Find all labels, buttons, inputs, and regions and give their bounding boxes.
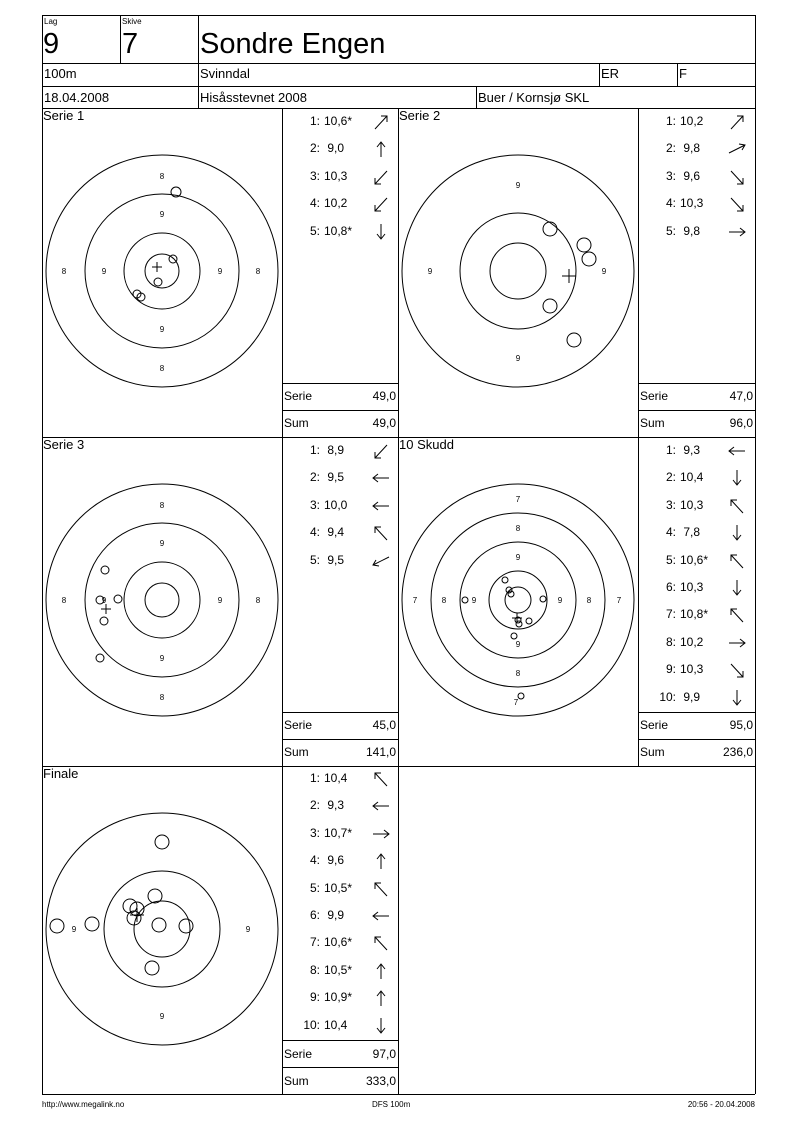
- ring-number: 9: [515, 354, 521, 363]
- shot-hole: [154, 278, 162, 286]
- sum-label: Sum: [284, 745, 309, 759]
- shot-hole: [567, 333, 581, 347]
- shot-hole: [155, 835, 169, 849]
- shot-row: [282, 521, 398, 543]
- panel-title-serie-3: Serie 3: [43, 437, 85, 452]
- sum-value: 141,0: [365, 745, 396, 759]
- distance: 100m: [44, 66, 77, 81]
- shot-row: [282, 110, 398, 132]
- shot-value: 9,9: [324, 908, 345, 922]
- shot-hole: [101, 566, 109, 574]
- shot-value: 7,8: [680, 525, 701, 540]
- target-serie-1: [42, 150, 282, 390]
- target-ring: [46, 155, 278, 387]
- target-ring: [46, 484, 278, 716]
- shot-value: 9,0: [324, 141, 345, 156]
- ring-number: 8: [441, 596, 447, 605]
- shot-hole: [543, 222, 557, 236]
- footer-timestamp: 20:56 - 20.04.2008: [687, 1100, 755, 1109]
- shot-number: 4:: [665, 525, 676, 540]
- direction-arrow-icon: [728, 139, 746, 159]
- header-divider: [677, 63, 678, 86]
- class-1: ER: [601, 66, 620, 81]
- ring-number: 8: [61, 596, 67, 605]
- shot-value: 10,6*: [324, 935, 353, 950]
- shot-value: 10,7*: [324, 825, 353, 840]
- shot-row: [638, 521, 755, 543]
- panel-title-finale: Finale: [43, 766, 79, 781]
- shot-hole: [96, 654, 104, 662]
- shot-number: 4:: [309, 525, 320, 540]
- direction-arrow-icon: [728, 222, 746, 242]
- shot-row: [638, 192, 755, 214]
- shot-hole: [511, 633, 517, 639]
- shot-value: 9,3: [324, 798, 345, 813]
- ring-number: 8: [515, 669, 521, 678]
- shot-number: 6:: [309, 908, 320, 922]
- direction-arrow-icon: [372, 824, 390, 844]
- shot-hole: [127, 911, 141, 925]
- shot-hole: [152, 918, 166, 932]
- panel-title-serie-2: Serie 2: [399, 108, 441, 123]
- skive-value: 7: [122, 28, 139, 60]
- shot-number: 2:: [665, 470, 676, 485]
- shot-row: [638, 603, 755, 625]
- direction-arrow-icon: [372, 961, 390, 981]
- shot-number: 5:: [309, 880, 320, 895]
- shot-row: [638, 686, 755, 708]
- ring-number: 9: [471, 596, 477, 605]
- shot-value: 10,5*: [324, 962, 353, 977]
- shot-value: 9,3: [680, 443, 701, 457]
- shot-value: 9,9: [680, 689, 701, 704]
- target-ring: [46, 813, 278, 1045]
- header-divider: [42, 63, 755, 64]
- shot-value: 10,2: [324, 196, 348, 211]
- ring-number: 9: [159, 210, 165, 219]
- shot-hole: [100, 617, 108, 625]
- shot-value: 10,0: [324, 497, 348, 512]
- shot-value: 10,3: [680, 662, 704, 677]
- sum-value: 96,0: [729, 416, 753, 430]
- ring-number: 9: [101, 596, 107, 605]
- direction-arrow-icon: [372, 769, 390, 789]
- header-divider: [42, 86, 755, 87]
- shot-value: 9,6: [324, 853, 345, 868]
- shot-number: 5:: [665, 552, 676, 567]
- ring-number: 9: [101, 267, 107, 276]
- sum-label: Sum: [640, 745, 665, 759]
- target-ring: [460, 213, 576, 329]
- shot-number: 4:: [309, 196, 320, 211]
- direction-arrow-icon: [728, 167, 746, 187]
- shot-number: 3:: [309, 168, 320, 183]
- target-ring: [402, 484, 634, 716]
- table-line: [282, 712, 398, 713]
- shot-value: 10,3: [680, 196, 704, 211]
- shot-row: [282, 849, 398, 871]
- shot-hole: [179, 919, 193, 933]
- ring-number: 8: [255, 596, 261, 605]
- shot-number: 2:: [309, 141, 320, 156]
- ring-number: 9: [245, 925, 251, 934]
- shot-row: [638, 220, 755, 242]
- shot-row: [282, 904, 398, 926]
- shot-value: 9,4: [324, 525, 345, 540]
- shot-number: 3:: [309, 825, 320, 840]
- shot-row: [282, 466, 398, 488]
- direction-arrow-icon: [728, 496, 746, 516]
- shot-value: 10,5*: [324, 880, 353, 895]
- shot-value: 10,6*: [324, 114, 353, 128]
- shot-row: [282, 822, 398, 844]
- table-line: [638, 739, 755, 740]
- target-finale: [42, 808, 282, 1048]
- shot-hole: [114, 595, 122, 603]
- direction-arrow-icon: [372, 523, 390, 543]
- table-line: [282, 383, 398, 384]
- skive-label: Skive: [122, 17, 142, 26]
- ring-number: 9: [71, 925, 77, 934]
- shot-row: [282, 959, 398, 981]
- serie-value: 47,0: [729, 389, 753, 403]
- target-10-skudd: [398, 479, 638, 719]
- shot-value: 9,6: [680, 168, 701, 183]
- shot-number: 4:: [665, 196, 676, 211]
- header-divider: [476, 86, 477, 108]
- shot-number: 5:: [309, 552, 320, 567]
- shot-number: 3:: [309, 497, 320, 512]
- serie-label: Serie: [640, 389, 669, 403]
- shot-number: 1:: [309, 114, 320, 128]
- group-center-mark: [152, 262, 162, 272]
- shot-number: 5:: [665, 223, 676, 238]
- shot-hole: [462, 597, 468, 603]
- shot-value: 10,8*: [324, 223, 353, 238]
- shot-value: 10,9*: [324, 990, 353, 1005]
- shot-row: [638, 494, 755, 516]
- shot-number: 9:: [309, 990, 320, 1005]
- direction-arrow-icon: [372, 468, 390, 488]
- shot-number: 3:: [665, 497, 676, 512]
- frame-bottom: [42, 1094, 755, 1095]
- direction-arrow-icon: [372, 167, 390, 187]
- ring-number: 9: [159, 1012, 165, 1021]
- shot-hole: [577, 238, 591, 252]
- date: 18.04.2008: [44, 90, 110, 105]
- target-ring: [104, 871, 220, 987]
- shot-value: 10,2: [680, 634, 704, 649]
- shot-hole: [502, 577, 508, 583]
- shot-value: 10,4: [680, 470, 704, 485]
- ring-number: 9: [217, 267, 223, 276]
- shot-number: 1:: [309, 443, 320, 457]
- direction-arrow-icon: [372, 851, 390, 871]
- shot-hole: [50, 919, 64, 933]
- table-line: [282, 739, 398, 740]
- shot-row: [638, 658, 755, 680]
- sum-label: Sum: [284, 416, 309, 430]
- direction-arrow-icon: [372, 906, 390, 926]
- shot-row: [282, 986, 398, 1008]
- shot-row: [282, 439, 398, 461]
- header-divider: [599, 63, 600, 86]
- ring-number: 8: [159, 172, 165, 181]
- table-line: [282, 1040, 398, 1041]
- ring-number: 7: [515, 495, 521, 504]
- panel-title-serie-1: Serie 1: [43, 108, 85, 123]
- frame-top: [42, 15, 755, 16]
- sum-label: Sum: [284, 1074, 309, 1088]
- shot-number: 8:: [665, 634, 676, 649]
- shot-value: 10,3: [680, 497, 704, 512]
- serie-label: Serie: [640, 718, 669, 732]
- direction-arrow-icon: [728, 194, 746, 214]
- shot-row: [282, 192, 398, 214]
- shot-value: 10,6*: [680, 552, 709, 567]
- direction-arrow-icon: [728, 688, 746, 708]
- shot-value: 9,8: [680, 223, 701, 238]
- direction-arrow-icon: [728, 633, 746, 653]
- shot-value: 9,5: [324, 552, 345, 567]
- shot-row: [638, 576, 755, 598]
- ring-number: 9: [217, 596, 223, 605]
- direction-arrow-icon: [728, 468, 746, 488]
- shot-value: 8,9: [324, 443, 345, 457]
- range-name: Buer / Kornsjø SKL: [478, 90, 590, 105]
- shot-number: 9:: [665, 662, 676, 677]
- direction-arrow-icon: [728, 523, 746, 543]
- direction-arrow-icon: [728, 112, 746, 132]
- footer-url[interactable]: http://www.megalink.no: [42, 1100, 125, 1109]
- shot-number: 5:: [309, 223, 320, 238]
- ring-number: 8: [586, 596, 592, 605]
- table-line: [638, 712, 755, 713]
- sum-value: 49,0: [372, 416, 396, 430]
- serie-value: 95,0: [729, 718, 753, 732]
- ring-number: 9: [159, 325, 165, 334]
- shot-value: 9,8: [680, 141, 701, 156]
- ring-number: 9: [557, 596, 563, 605]
- sum-value: 333,0: [365, 1074, 396, 1088]
- ring-number: 9: [515, 181, 521, 190]
- shot-row: [638, 110, 755, 132]
- serie-value: 97,0: [372, 1047, 396, 1061]
- direction-arrow-icon: [728, 660, 746, 680]
- shot-value: 10,4: [324, 771, 348, 785]
- shot-hole: [85, 917, 99, 931]
- shot-row: [282, 549, 398, 571]
- target-serie-2: [398, 150, 638, 390]
- direction-arrow-icon: [372, 139, 390, 159]
- shot-number: 7:: [665, 607, 676, 622]
- direction-arrow-icon: [372, 194, 390, 214]
- shot-row: [282, 794, 398, 816]
- target-ring: [145, 583, 179, 617]
- ring-number: 9: [601, 267, 607, 276]
- shot-value: 10,2: [680, 114, 704, 128]
- serie-label: Serie: [284, 1047, 313, 1061]
- ring-number: 8: [515, 524, 521, 533]
- table-line: [638, 383, 755, 384]
- ring-number: 7: [412, 596, 418, 605]
- shot-hole: [518, 693, 524, 699]
- lag-label: Lag: [44, 17, 58, 26]
- direction-arrow-icon: [372, 933, 390, 953]
- ring-number: 8: [159, 693, 165, 702]
- ring-number: 9: [159, 539, 165, 548]
- target-ring: [505, 587, 531, 613]
- shot-number: 1:: [665, 114, 676, 128]
- serie-label: Serie: [284, 389, 313, 403]
- shot-row: [638, 165, 755, 187]
- shot-value: 10,3: [324, 168, 348, 183]
- shooter-name: Sondre Engen: [200, 28, 386, 60]
- shot-row: [282, 165, 398, 187]
- shot-value: 10,3: [680, 580, 704, 594]
- shot-row: [638, 137, 755, 159]
- shot-row: [282, 877, 398, 899]
- ring-number: 7: [513, 698, 519, 707]
- shot-number: 2:: [309, 470, 320, 485]
- target-serie-3: [42, 479, 282, 719]
- target-ring: [431, 513, 605, 687]
- ring-number: 9: [159, 654, 165, 663]
- shot-number: 8:: [309, 962, 320, 977]
- shot-row: [282, 137, 398, 159]
- direction-arrow-icon: [728, 605, 746, 625]
- header-divider: [120, 15, 121, 63]
- table-line: [282, 1067, 398, 1068]
- shot-number: 4:: [309, 853, 320, 868]
- shot-hole: [582, 252, 596, 266]
- table-line: [282, 410, 398, 411]
- group-center-mark: [101, 604, 111, 614]
- table-line: [638, 410, 755, 411]
- ring-number: 8: [255, 267, 261, 276]
- lag-value: 9: [43, 28, 60, 60]
- shot-hole: [145, 961, 159, 975]
- ring-number: 9: [515, 640, 521, 649]
- direction-arrow-icon: [728, 578, 746, 598]
- ring-number: 8: [159, 364, 165, 373]
- shot-hole: [148, 889, 162, 903]
- direction-arrow-icon: [372, 988, 390, 1008]
- direction-arrow-icon: [372, 441, 390, 461]
- target-ring: [489, 571, 547, 629]
- target-ring: [490, 243, 546, 299]
- frame-right: [755, 15, 756, 1094]
- shot-row: [638, 439, 755, 461]
- target-ring: [124, 562, 200, 638]
- direction-arrow-icon: [728, 441, 746, 461]
- class-2: F: [679, 66, 687, 81]
- shot-number: 6:: [665, 580, 676, 594]
- direction-arrow-icon: [372, 551, 390, 571]
- direction-arrow-icon: [728, 551, 746, 571]
- direction-arrow-icon: [372, 222, 390, 242]
- panel-title-10-skudd: 10 Skudd: [399, 437, 454, 452]
- serie-value: 45,0: [372, 718, 396, 732]
- target-ring: [134, 901, 190, 957]
- ring-number: 9: [427, 267, 433, 276]
- shot-value: 10,8*: [680, 607, 709, 622]
- ring-number: 8: [61, 267, 67, 276]
- club: Svinndal: [200, 66, 250, 81]
- direction-arrow-icon: [372, 796, 390, 816]
- shot-number: 10:: [303, 1017, 320, 1032]
- shot-row: [638, 549, 755, 571]
- shot-row: [282, 494, 398, 516]
- shot-number: 3:: [665, 168, 676, 183]
- ring-number: 7: [616, 596, 622, 605]
- shot-number: 7:: [309, 935, 320, 950]
- shot-hole: [169, 255, 177, 263]
- shot-row: [282, 220, 398, 242]
- shot-hole: [543, 299, 557, 313]
- ring-number: 9: [515, 553, 521, 562]
- shot-number: 2:: [309, 798, 320, 813]
- serie-label: Serie: [284, 718, 313, 732]
- direction-arrow-icon: [372, 879, 390, 899]
- direction-arrow-icon: [372, 112, 390, 132]
- serie-value: 49,0: [372, 389, 396, 403]
- shot-number: 10:: [659, 689, 676, 704]
- shot-row: [638, 466, 755, 488]
- shot-hole: [540, 596, 546, 602]
- shot-value: 9,5: [324, 470, 345, 485]
- event-name: Hisåsstevnet 2008: [200, 90, 307, 105]
- sum-label: Sum: [640, 416, 665, 430]
- direction-arrow-icon: [372, 496, 390, 516]
- shot-number: 1:: [665, 443, 676, 457]
- group-center-mark: [562, 269, 576, 283]
- shot-row: [638, 631, 755, 653]
- shot-value: 10,4: [324, 1017, 348, 1032]
- ring-number: 8: [159, 501, 165, 510]
- shot-number: 2:: [665, 141, 676, 156]
- footer-center: DFS 100m: [372, 1100, 411, 1109]
- sum-value: 236,0: [722, 745, 753, 759]
- header-divider: [198, 15, 199, 108]
- direction-arrow-icon: [372, 1016, 390, 1036]
- shot-hole: [526, 618, 532, 624]
- shot-number: 1:: [309, 771, 320, 785]
- shot-row: [282, 931, 398, 953]
- shot-row: [282, 1014, 398, 1036]
- shot-row: [282, 767, 398, 789]
